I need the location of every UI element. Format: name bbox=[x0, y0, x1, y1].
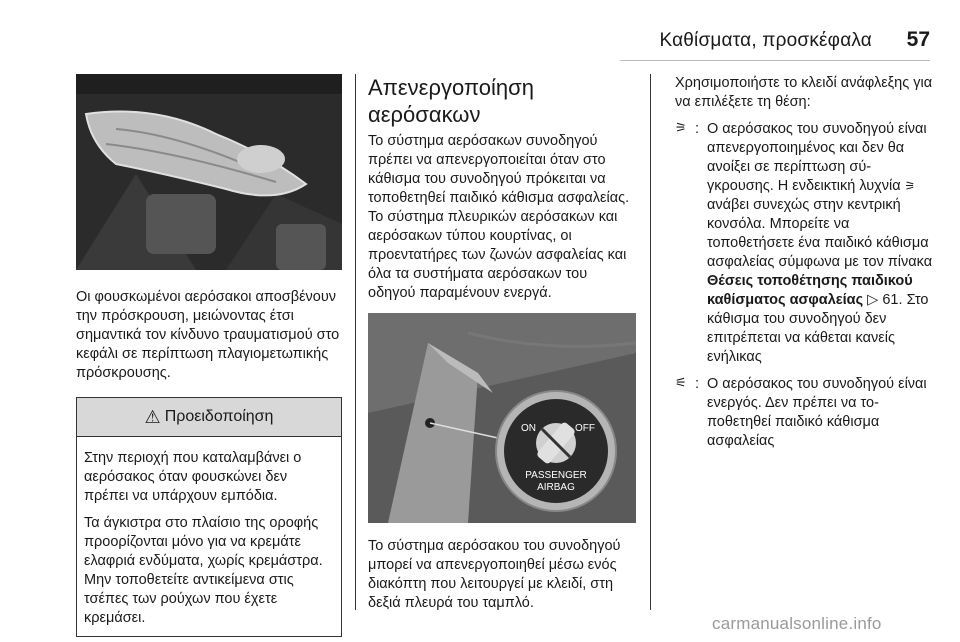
switch-caption: Το σύστημα αερόσακου του συνοδηγού μπορεί να απενεργοποιηθεί μέσω ενός διακόπτη που λειτουργεί με κλειδί, στη δεξιά πλευρά του ταμπλό. bbox=[368, 538, 621, 611]
switch-label-1: PASSENGER bbox=[525, 470, 587, 481]
position-on-text: Ο αερόσακος του συνοδηγού είναι ενεργός. Δεν πρέπει να τοποθετηθεί παιδικό κάθισμα ασφαλείας bbox=[707, 376, 927, 449]
switch-on-label: ON bbox=[521, 423, 536, 434]
position-off-text: Ο αερόσακος του συνοδηγού είναι απενεργοποιημένος και δεν θα ανοίξει σε περίπτωση σύγκρουσης. Η ενδεικτική λυχνία ⚞ ανάβει συνεχώς στην κεντρική κονσόλα. Μπορείτε να τοποθετήσετε ένα παιδικό κάθισμα ασφαλείας σύμφωνα με τον πίνακα Θέσεις τοποθέτησης παιδικού καθίσματος ασφαλείας ▷ 61. Στο κάθισμα του συνοδηγού δεν επιτρέπεται να κάθεται κανείς ενήλικας bbox=[707, 121, 933, 365]
section-heading: Απενεργοποίηση αερόσακων bbox=[368, 75, 534, 127]
warning-box bbox=[76, 397, 342, 637]
position-off-text-2: ανάβει συνεχώς στην κεντρική κονσόλα. Μπορείτε να τοποθετήσετε ένα παιδικό κάθισμα ασφαλείας σύμφωνα με τον πίνακα bbox=[707, 197, 933, 270]
item-colon: : bbox=[695, 376, 700, 392]
position-off-item bbox=[675, 120, 933, 367]
column-right bbox=[675, 74, 933, 451]
airbag-off-icon: ⚞ bbox=[675, 120, 687, 135]
item-colon: : bbox=[695, 121, 700, 137]
column-divider bbox=[355, 74, 356, 610]
curtain-airbag-illustration bbox=[76, 74, 342, 270]
warning-text-1: Στην περιοχή που καταλαμβάνει ο αερόσακος όταν φουσκώνει δεν πρέπει να υπάρχουν εμπόδια. bbox=[84, 450, 302, 504]
switch-label-2: AIRBAG bbox=[537, 482, 575, 493]
position-off-text-1: Ο αερόσακος του συνοδηγού είναι απενεργοποιημένος και δεν θα ανοίξει σε περίπτωση σύγκρουσης. Η ενδεικτική λυχνία bbox=[707, 121, 927, 194]
warning-header bbox=[77, 398, 341, 437]
warning-text-2: Τα άγκιστρα στο πλαίσιο της οροφής προορίζονται μόνο για να κρεμάτε ελαφριά ενδύματα, χωρίς κρεμάστρα. Μην τοποθετείτε αντικείμενα στις τσέπες των ρούχων που έχετε κρεμάσει. bbox=[84, 515, 323, 626]
page-reference[interactable]: 61 bbox=[882, 292, 899, 308]
watermark: carmanualsonline.info bbox=[712, 614, 882, 633]
airbag-switch-illustration bbox=[368, 313, 636, 523]
positions-intro: Χρησιμοποιήστε το κλειδί ανάφλεξης για να επιλέξετε τη θέση: bbox=[675, 75, 933, 110]
section-text: Το σύστημα αερόσακων συνοδηγού πρέπει να απενεργοποιείται όταν στο κάθισμα του συνοδηγού πρόκειται να τοποθετηθεί παιδικό κάθισμα ασφαλείας. Το σύστημα πλευρικών αερόσακων και αερόσακων τύπου κουρτίνας, οι προεντατήρες των ζωνών ασφαλείας και όλα τα συστήματα αερόσακων του οδηγού παραμένουν ενεργά. bbox=[368, 133, 630, 301]
column-left bbox=[76, 74, 342, 637]
column-divider bbox=[650, 74, 651, 610]
page-header bbox=[620, 24, 930, 58]
page-number: 57 bbox=[906, 28, 930, 51]
child-seat-table-link[interactable]: Θέσεις τοποθέτησης παιδικού καθίσματος ασφαλείας bbox=[707, 273, 913, 308]
airbag-on-icon: ⚟ bbox=[675, 375, 687, 390]
position-off-text-3: Στο κάθισμα του συνοδηγού δεν επιτρέπεται να κάθεται κανείς ενήλικας bbox=[707, 292, 929, 365]
warning-triangle-icon: ⚠ bbox=[144, 406, 161, 427]
warning-title: Προειδοποίηση bbox=[164, 408, 274, 425]
page-reference-icon: ▷ bbox=[867, 292, 879, 308]
column-middle bbox=[368, 74, 636, 613]
airbag-caption: Οι φουσκωμένοι αερόσακοι αποσβένουν την πρόσκρουση, μειώνοντας έτσι σημαντικά τον κίνδυνο τραυματισμού στο κεφάλι σε περίπτωση πλαγιομετωπικής πρόσκρουσης. bbox=[76, 289, 340, 381]
warning-body bbox=[77, 437, 341, 636]
switch-off-label: OFF bbox=[575, 423, 595, 434]
header-rule bbox=[620, 60, 930, 61]
airbag-off-indicator-icon: ⚞ bbox=[904, 179, 916, 193]
page-title: Καθίσματα, προσκέφαλα bbox=[659, 30, 872, 51]
position-on-item bbox=[675, 375, 933, 451]
